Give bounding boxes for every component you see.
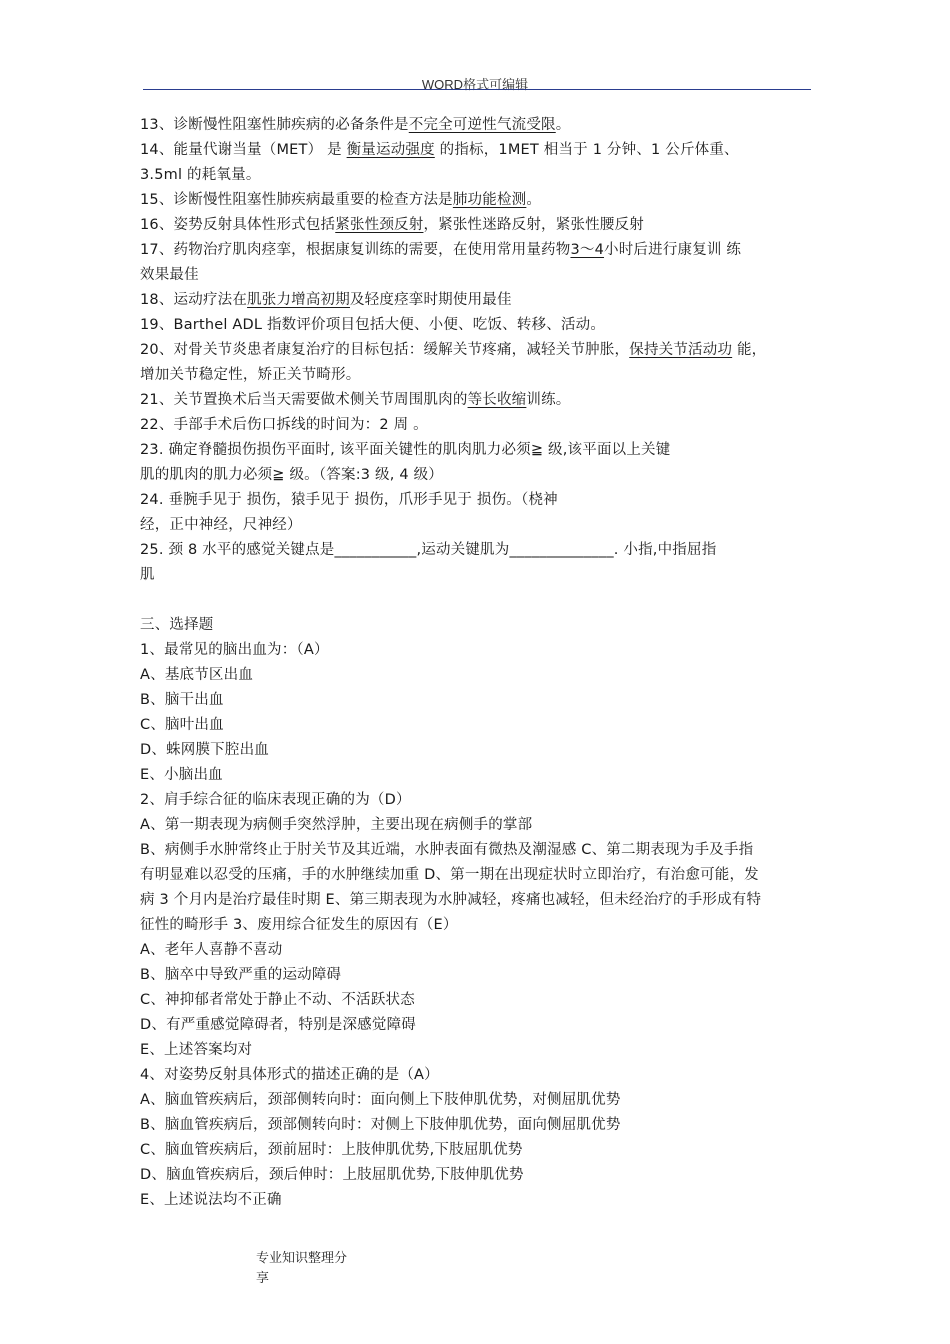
choice-option: A、老年人喜静不喜动	[140, 942, 283, 958]
choice-option: C、脑血管疾病后，颈前屈时：上肢伸肌优势,下肢屈肌优势	[140, 1142, 523, 1158]
choice-question-line: 2、肩手综合征的临床表现正确的为（D）	[140, 792, 411, 808]
question-text: 训练。	[526, 392, 571, 408]
choice-question-line: 征性的畸形手 3、废用综合征发生的原因有（E）	[140, 917, 458, 933]
question-line	[140, 263, 812, 288]
question-q25	[140, 538, 812, 588]
choice-question-line: 有明显难以忍受的压痛，手的水肿继续加重 D、第一期在出现症状时立即治疗，有治愈可能，发	[140, 867, 759, 883]
question-text: 24. 垂腕手见于 损伤，猿手见于 损伤，爪形手见于 损伤。（桡神	[140, 492, 558, 508]
question-text: 肌的肌肉的肌力必须≧ 级。（答案:3 级, 4 级）	[140, 467, 443, 483]
question-text: 的指标，1MET 相当于 1 分钟、1 公斤体重、	[434, 142, 739, 158]
question-text: ，紧张性迷路反射，紧张性腰反射	[423, 217, 644, 233]
question-line	[140, 388, 812, 413]
question-line	[140, 338, 812, 363]
answer-underlined: 肌张力增高初期	[247, 292, 350, 308]
header-rule	[143, 89, 811, 90]
choice-option: A、基底节区出血	[140, 667, 254, 683]
answer-underlined: 衡量运动强度	[346, 142, 435, 158]
question-text: 小时后进行康复训 练	[604, 242, 742, 258]
question-line	[140, 513, 812, 538]
question-line	[140, 313, 812, 338]
choice-question-line: 4、对姿势反射具体形式的描述正确的是（A）	[140, 1067, 439, 1083]
choice-option: B、脑卒中导致严重的运动障碍	[140, 967, 342, 983]
question-q24	[140, 488, 812, 538]
choice-question-line: 病 3 个月内是治疗最佳时期 E、第三期表现为水肿减轻，疼痛也减轻，但未经治疗的手形成有特	[140, 892, 762, 908]
choice-option: B、病侧手水肿常终止于肘关节及其近端，水肿表面有微热及潮湿感 C、第二期表现为手及手指	[140, 842, 754, 858]
choice-option: E、上述答案均对	[140, 1042, 253, 1058]
question-text: 。	[526, 192, 542, 208]
question-line	[140, 413, 812, 438]
choice-option: E、上述说法均不正确	[140, 1192, 282, 1208]
question-line	[140, 138, 812, 163]
question-text: 经，正中神经，尺神经）	[140, 517, 302, 533]
question-text: 14、能量代谢当量（MET） 是	[140, 142, 347, 158]
question-q18	[140, 288, 812, 313]
question-text: 18、运动疗法在	[140, 292, 248, 308]
question-line	[140, 538, 812, 563]
answer-underlined: 保持关节活动功	[629, 342, 733, 358]
question-line	[140, 438, 812, 463]
choice-option: A、脑血管疾病后，颈部侧转向时：面向侧上下肢伸肌优势，对侧屈肌优势	[140, 1092, 621, 1108]
question-q17	[140, 238, 812, 288]
question-q19	[140, 313, 812, 338]
choice-option: C、神抑郁者常处于静止不动、不活跃状态	[140, 992, 415, 1008]
answer-underlined: 不完全可逆性气流受限	[408, 117, 556, 133]
choice-question-line: 1、最常见的脑出血为：（A）	[140, 642, 329, 658]
question-text: 16、姿势反射具体性形式包括	[140, 217, 336, 233]
choice-option: B、脑干出血	[140, 692, 224, 708]
question-line	[140, 363, 812, 388]
question-text: 肌	[140, 567, 155, 583]
question-line	[140, 163, 812, 188]
question-text: 13、诊断慢性阻塞性肺疾病的必备条件是	[140, 117, 409, 133]
question-text: 及轻度痉挛时期使用最佳	[349, 292, 512, 308]
question-line	[140, 488, 812, 513]
question-text: 效果最佳	[140, 267, 199, 283]
question-text: 21、关节置换术后当天需要做术侧关节周围肌肉的	[140, 392, 468, 408]
answer-underlined: 等长收缩	[467, 392, 527, 408]
header-text: WORD格式可编辑	[421, 77, 529, 92]
choice-option: D、蛛网膜下腔出血	[140, 742, 269, 758]
choice-option: E、小脑出血	[140, 767, 223, 783]
choice-option: C、脑叶出血	[140, 717, 224, 733]
question-q22	[140, 413, 812, 438]
question-text: 20、对骨关节炎患者康复治疗的目标包括：缓解关节疼痛，减轻关节肿胀，	[140, 342, 630, 358]
question-text: 23. 确定脊髓损伤损伤平面时, 该平面关键性的肌肉肌力必须≧ 级,该平面以上关键	[140, 442, 671, 458]
page-footer	[256, 1249, 366, 1289]
question-q20	[140, 338, 812, 388]
section-title: 三、选择题	[140, 617, 214, 633]
answer-underlined: 肺功能检测	[452, 192, 527, 208]
choice-option: A、第一期表现为病侧手突然浮肿，主要出现在病侧手的掌部	[140, 817, 533, 833]
question-q15	[140, 188, 812, 213]
choice-option: B、脑血管疾病后，颈部侧转向时：对侧上下肢伸肌优势，面向侧屈肌优势	[140, 1117, 621, 1133]
question-text: 22、手部手术后伤口拆线的时间为：2 周 。	[140, 417, 428, 433]
question-text: 25. 颈 8 水平的感觉关键点是___________,运动关键肌为______________. 小指,中指屈指	[140, 542, 717, 558]
question-line	[140, 238, 812, 263]
question-text: 。	[555, 117, 571, 133]
question-q16	[140, 213, 812, 238]
question-q13	[140, 113, 812, 138]
question-q14	[140, 138, 812, 188]
question-text: 17、药物治疗肌肉痉挛，根据康复训练的需要，在使用常用量药物	[140, 242, 571, 258]
question-text: 15、诊断慢性阻塞性肺疾病最重要的检查方法是	[140, 192, 453, 208]
question-line	[140, 563, 812, 588]
document-body	[140, 113, 812, 1213]
answer-underlined: 3～4	[570, 242, 605, 258]
choice-option: D、有严重感觉障碍者，特别是深感觉障碍	[140, 1017, 416, 1033]
question-line	[140, 288, 812, 313]
question-q21	[140, 388, 812, 413]
question-text: 能，	[732, 342, 767, 358]
footer-line-1: 专业知识整理分	[256, 1251, 348, 1266]
section-gap	[140, 588, 812, 613]
question-text: 增加关节稳定性，矫正关节畸形。	[140, 367, 361, 383]
question-text: 19、Barthel ADL 指数评价项目包括大便、小便、吃饭、转移、活动。	[140, 317, 606, 333]
question-text: 3.5ml 的耗氧量。	[140, 167, 261, 183]
question-q23	[140, 438, 812, 488]
question-line	[140, 113, 812, 138]
choice-section	[140, 613, 812, 1213]
question-line	[140, 213, 812, 238]
choice-option: D、脑血管疾病后，颈后伸时：上肢屈肌优势,下肢伸肌优势	[140, 1167, 524, 1183]
question-line	[140, 188, 812, 213]
answer-underlined: 紧张性颈反射	[335, 217, 424, 233]
question-line	[140, 463, 812, 488]
fill-in-blank-section	[140, 113, 812, 588]
footer-line-2: 享	[256, 1271, 270, 1286]
